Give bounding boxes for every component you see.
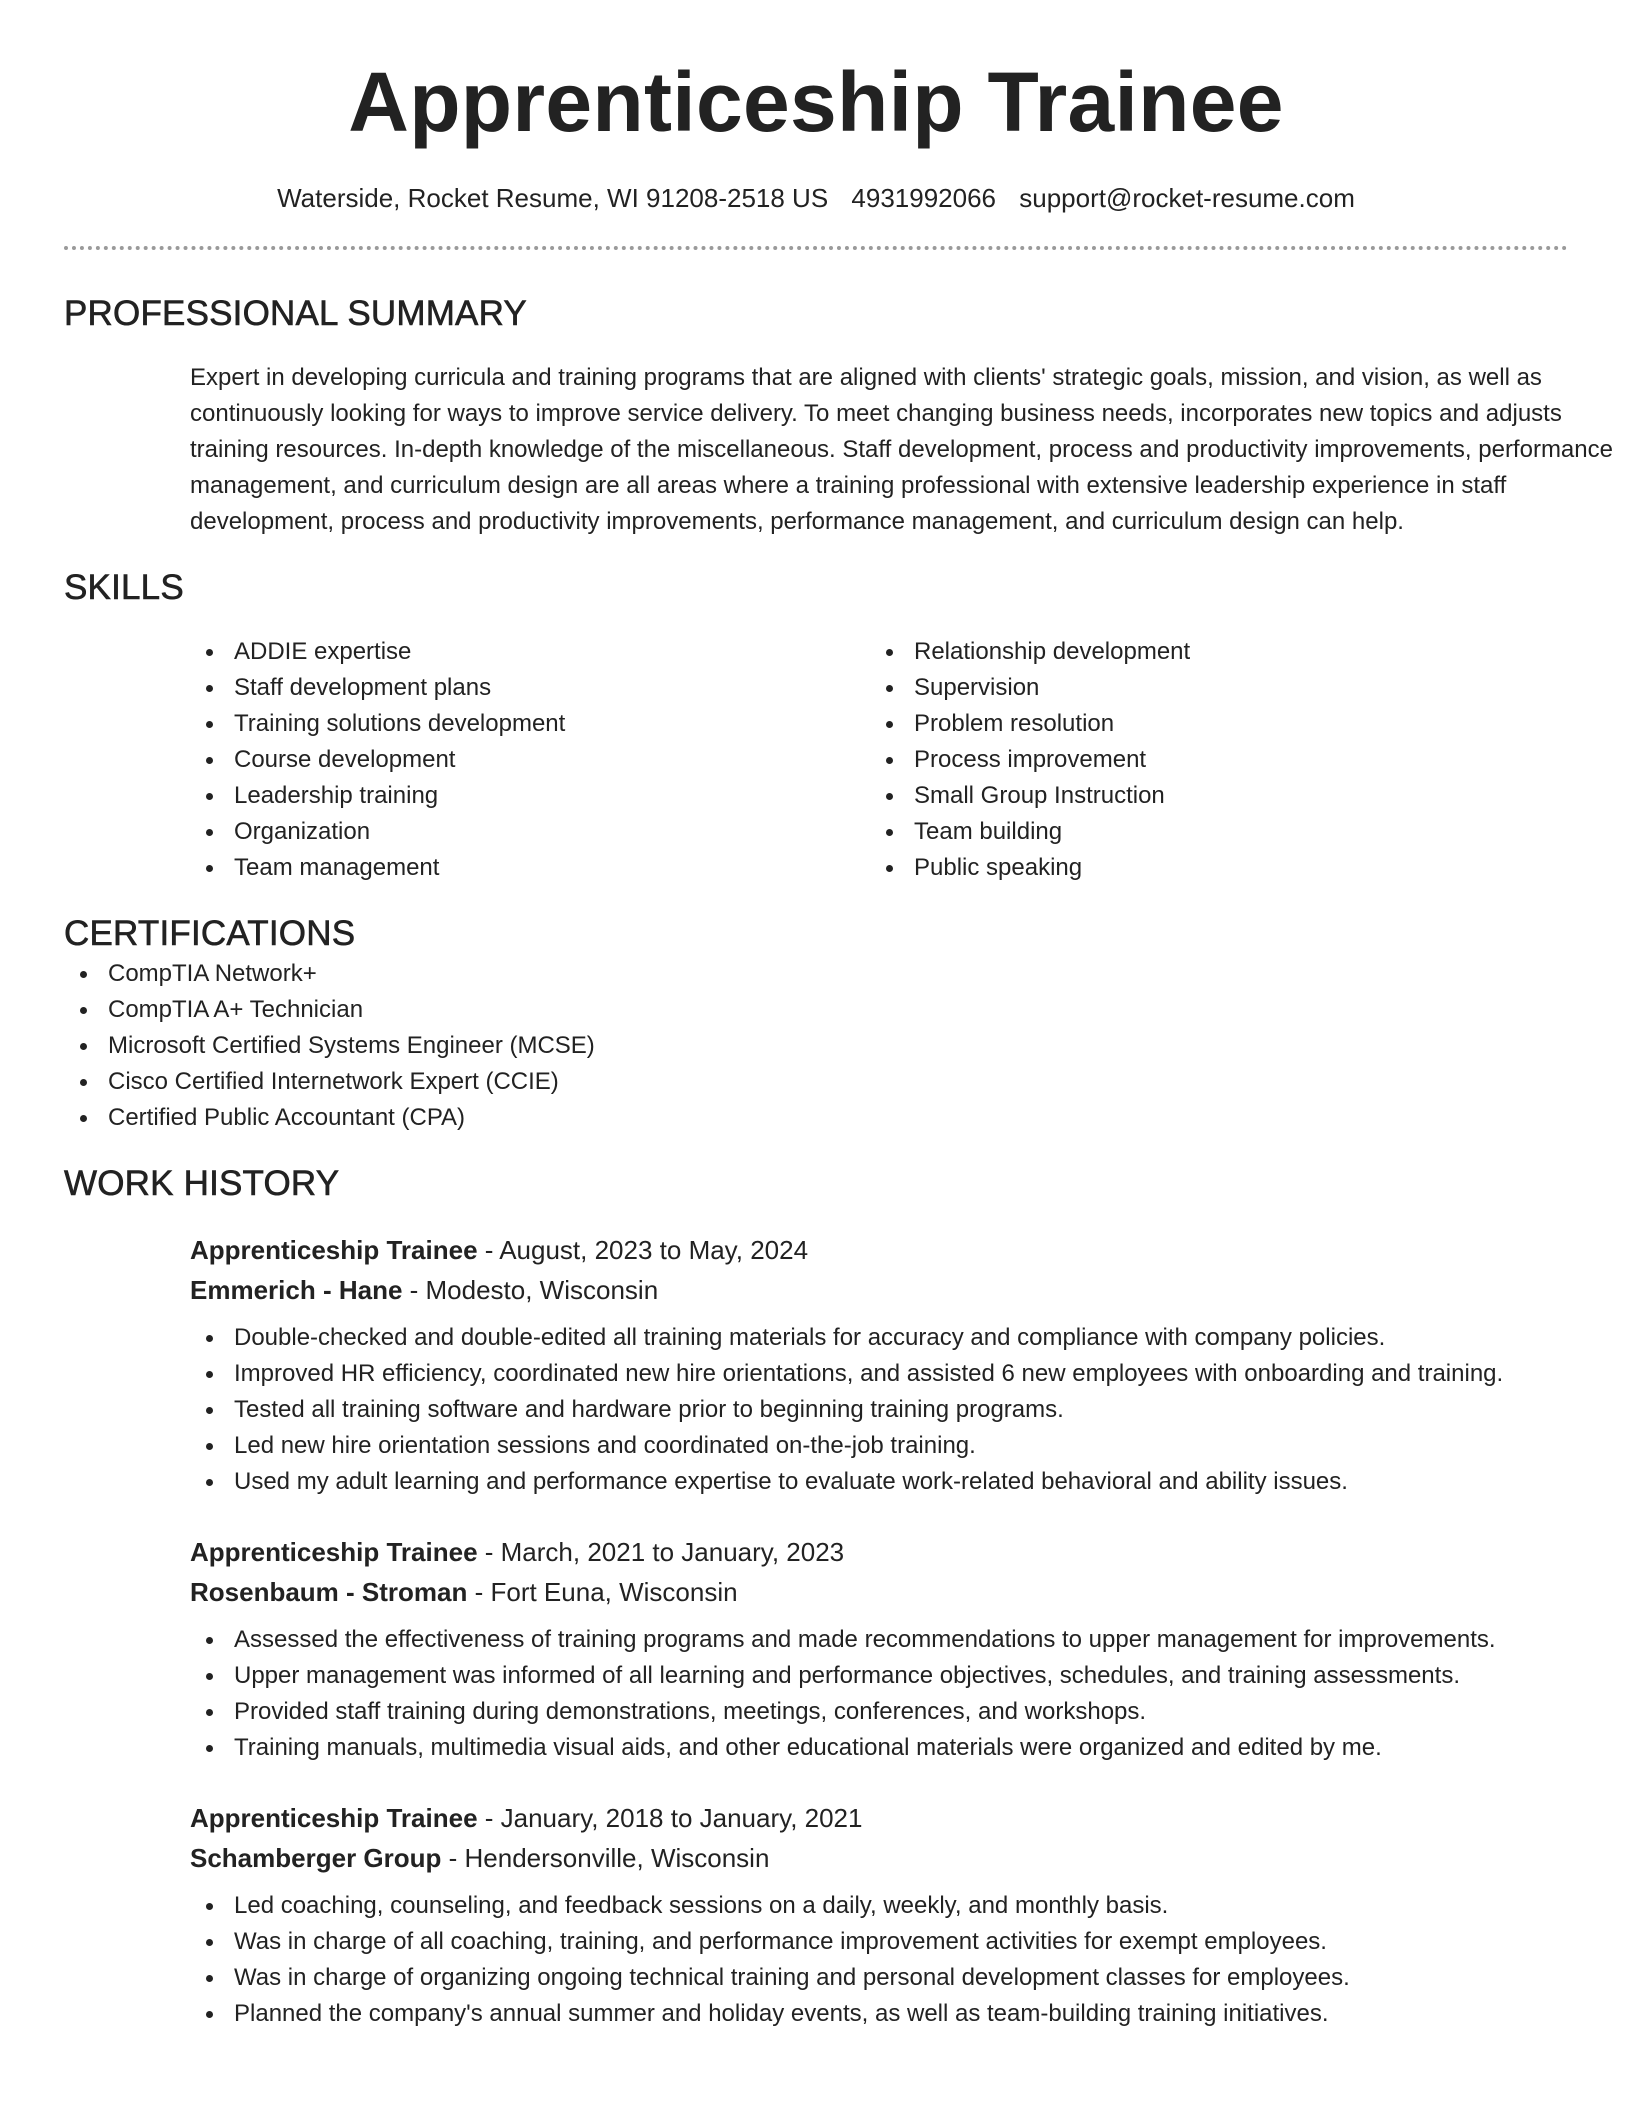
certifications-list [64, 956, 1568, 1136]
job-bullet: Used my adult learning and performance expertise to evaluate work-related behavioral and ability issues. [190, 1464, 1568, 1500]
candidate-name: Apprenticeship Trainee [348, 55, 1284, 149]
job-bullets [190, 1888, 1568, 2032]
skills-columns [190, 634, 1568, 886]
job-location: - Hendersonville, Wisconsin [441, 1843, 770, 1873]
certification-item: CompTIA Network+ [64, 956, 1568, 992]
skill-item: Organization [190, 814, 870, 850]
skill-item: Course development [190, 742, 870, 778]
skill-item: Relationship development [870, 634, 1550, 670]
skill-item: Team management [190, 850, 870, 886]
skill-item: Training solutions development [190, 706, 870, 742]
job-bullet: Upper management was informed of all learning and performance objectives, schedules, and training assessments. [190, 1658, 1568, 1694]
job-bullet: Provided staff training during demonstrations, meetings, conferences, and workshops. [190, 1694, 1568, 1730]
job-bullet: Planned the company's annual summer and holiday events, as well as team-building training initiatives. [190, 1996, 1568, 2032]
contact-email: support@rocket-resume.com [1019, 183, 1355, 213]
job-role: Apprenticeship Trainee [190, 1803, 478, 1833]
job-entry [190, 1798, 1568, 2032]
skills-section [64, 566, 1568, 886]
job-company: Schamberger Group [190, 1843, 442, 1873]
job-bullet: Tested all training software and hardware prior to beginning training programs. [190, 1392, 1568, 1428]
job-role: Apprenticeship Trainee [190, 1537, 478, 1567]
job-bullet: Double-checked and double-edited all training materials for accuracy and compliance with company policies. [190, 1320, 1568, 1356]
job-company-line [190, 1838, 1568, 1878]
job-bullet: Led new hire orientation sessions and coordinated on-the-job training. [190, 1428, 1568, 1464]
skill-item: Supervision [870, 670, 1550, 706]
job-entry [190, 1532, 1568, 1766]
job-company: Rosenbaum - Stroman [190, 1577, 468, 1607]
work-history-section [64, 1162, 1568, 2032]
job-company-line [190, 1572, 1568, 1612]
job-bullet: Assessed the effectiveness of training programs and made recommendations to upper management for improvements. [190, 1622, 1568, 1658]
skill-item: Process improvement [870, 742, 1550, 778]
header-divider [64, 246, 1568, 250]
skill-item: ADDIE expertise [190, 634, 870, 670]
job-company: Emmerich - Hane [190, 1275, 403, 1305]
skill-item: Public speaking [870, 850, 1550, 886]
job-entry [190, 1230, 1568, 1500]
job-bullet: Was in charge of organizing ongoing technical training and personal development classes for employees. [190, 1960, 1568, 1996]
section-title-skills: SKILLS [64, 568, 184, 607]
job-title-line [190, 1532, 1568, 1572]
job-bullet: Improved HR efficiency, coordinated new hire orientations, and assisted 6 new employees with onboarding and training. [190, 1356, 1568, 1392]
job-location: - Modesto, Wisconsin [402, 1275, 659, 1305]
certification-item: Cisco Certified Internetwork Expert (CCIE) [64, 1064, 1568, 1100]
contact-phone: 4931992066 [851, 183, 997, 213]
skill-item: Leadership training [190, 778, 870, 814]
section-title-summary: PROFESSIONAL SUMMARY [64, 294, 527, 333]
skill-item: Small Group Instruction [870, 778, 1550, 814]
skills-list-left [190, 634, 870, 886]
job-title-line [190, 1798, 1568, 1838]
skill-item: Team building [870, 814, 1550, 850]
job-dates: - August, 2023 to May, 2024 [477, 1235, 809, 1265]
contact-address: Waterside, Rocket Resume, WI 91208-2518 US [277, 183, 829, 213]
skill-item: Problem resolution [870, 706, 1550, 742]
section-title-work-history: WORK HISTORY [64, 1164, 340, 1203]
professional-summary-section [64, 292, 1613, 540]
skill-item: Staff development plans [190, 670, 870, 706]
job-location: - Fort Euna, Wisconsin [467, 1577, 738, 1607]
section-title-certifications: CERTIFICATIONS [64, 914, 356, 953]
job-company-line [190, 1270, 1568, 1310]
summary-text: Expert in developing curricula and training programs that are aligned with clients' strategic goals, mission, and vision, as well as continuously looking for ways to improve service delivery. To meet changing business needs, incorporates new topics and adjusts training resources. In-depth knowledge of the miscellaneous. Staff development, process and productivity improvements, performance management, and curriculum design are all areas where a training professional with extensive leadership experience in staff development, process and productivity improvements, performance management, and curriculum design can help. [190, 364, 1613, 535]
skills-list-right [870, 634, 1550, 886]
job-bullets [190, 1320, 1568, 1500]
job-role: Apprenticeship Trainee [190, 1235, 478, 1265]
contact-info [64, 180, 1568, 216]
certification-item: CompTIA A+ Technician [64, 992, 1568, 1028]
certifications-section [64, 912, 1568, 1136]
job-title-line [190, 1230, 1568, 1270]
job-dates: - January, 2018 to January, 2021 [477, 1803, 863, 1833]
certification-item: Certified Public Accountant (CPA) [64, 1100, 1568, 1136]
job-bullet: Training manuals, multimedia visual aids, and other educational materials were organized and edited by me. [190, 1730, 1568, 1766]
job-bullets [190, 1622, 1568, 1766]
job-dates: - March, 2021 to January, 2023 [477, 1537, 845, 1567]
job-bullet: Was in charge of all coaching, training, and performance improvement activities for exempt employees. [190, 1924, 1568, 1960]
certification-item: Microsoft Certified Systems Engineer (MCSE) [64, 1028, 1568, 1064]
job-bullet: Led coaching, counseling, and feedback sessions on a daily, weekly, and monthly basis. [190, 1888, 1568, 1924]
